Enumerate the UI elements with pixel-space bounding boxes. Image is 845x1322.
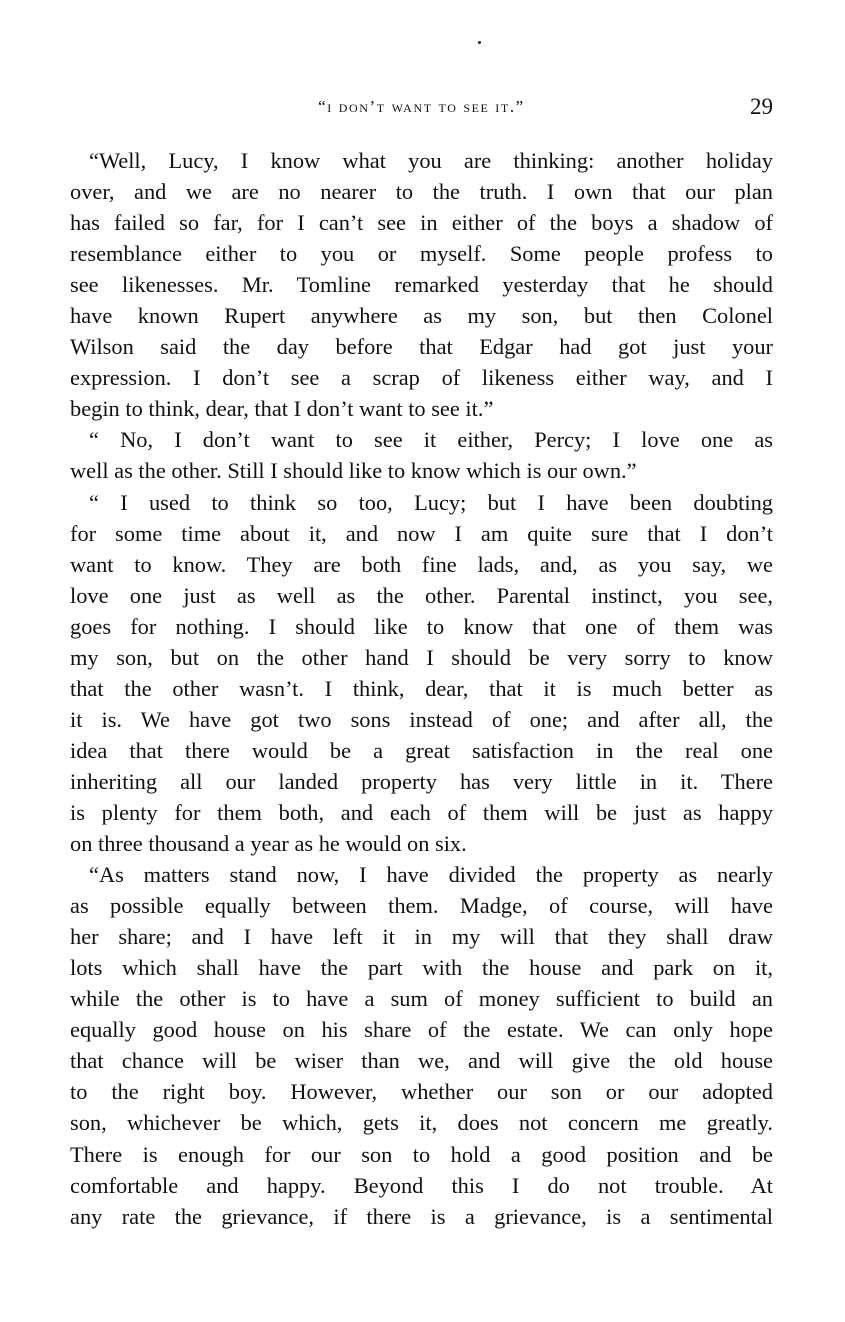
text-line: lots which shall have the part with the house and park on it,	[70, 955, 773, 981]
text-line: her share; and I have left it in my will that they shall draw	[70, 924, 773, 950]
text-line: “As matters stand now, I have divided the property as nearly	[89, 862, 773, 888]
text-line: want to know. They are both fine lads, and, as you say, we	[70, 551, 773, 577]
text-line: that the other wasn’t. I think, dear, that it is much better as	[70, 675, 773, 701]
body-text	[70, 145, 773, 1232]
text-line: “ No, I don’t want to see it either, Percy; I love one as	[89, 427, 773, 453]
running-header	[70, 92, 773, 122]
text-line: that chance will be wiser than we, and will give the old house	[70, 1048, 773, 1074]
page-number: 29	[750, 94, 773, 119]
text-line: over, and we are no nearer to the truth. I own that our plan	[70, 179, 773, 205]
text-line: Wilson said the day before that Edgar had got just your	[70, 334, 773, 360]
text-line: “ I used to think so too, Lucy; but I have been doubting	[89, 489, 773, 515]
text-line: is plenty for them both, and each of them will be just as happy	[70, 799, 773, 825]
text-line: as possible equally between them. Madge, of course, will have	[70, 893, 773, 919]
text-line: comfortable and happy. Beyond this I do not trouble. At	[70, 1172, 773, 1198]
running-title: “i don’t want to see it.”	[318, 97, 525, 116]
text-line: on three thousand a year as he would on six.	[70, 831, 467, 857]
text-line: “Well, Lucy, I know what you are thinking: another holiday	[89, 148, 773, 173]
text-line: There is enough for our son to hold a good position and be	[70, 1141, 773, 1167]
text-line: while the other is to have a sum of money sufficient to build an	[70, 986, 773, 1012]
text-line: has failed so far, for I can’t see in either of the boys a shadow of	[70, 210, 773, 236]
text-line: resemblance either to you or myself. Some people profess to	[70, 241, 773, 267]
text-line: love one just as well as the other. Parental instinct, you see,	[70, 582, 773, 608]
text-line: idea that there would be a great satisfaction in the real one	[70, 737, 773, 763]
text-line: to the right boy. However, whether our son or our adopted	[70, 1079, 773, 1105]
text-line: son, whichever be which, gets it, does not concern me greatly.	[70, 1110, 773, 1136]
text-line: have known Rupert anywhere as my son, but then Colonel	[70, 303, 773, 329]
text-line: inheriting all our landed property has very little in it. There	[70, 768, 773, 794]
text-line: well as the other. Still I should like to know which is our own.”	[70, 458, 637, 484]
text-line: any rate the grievance, if there is a grievance, is a sentimental	[70, 1203, 773, 1229]
text-line: see likenesses. Mr. Tomline remarked yesterday that he should	[70, 272, 773, 298]
print-speck	[478, 41, 481, 44]
text-line: for some time about it, and now I am quite sure that I don’t	[70, 520, 773, 546]
text-line: goes for nothing. I should like to know that one of them was	[70, 613, 773, 639]
text-line: it is. We have got two sons instead of one; and after all, the	[70, 706, 773, 732]
text-line: equally good house on his share of the estate. We can only hope	[70, 1017, 773, 1043]
text-line: my son, but on the other hand I should be very sorry to know	[70, 644, 773, 670]
text-line: begin to think, dear, that I don’t want to see it.”	[70, 396, 494, 422]
text-line: expression. I don’t see a scrap of likeness either way, and I	[70, 365, 773, 391]
